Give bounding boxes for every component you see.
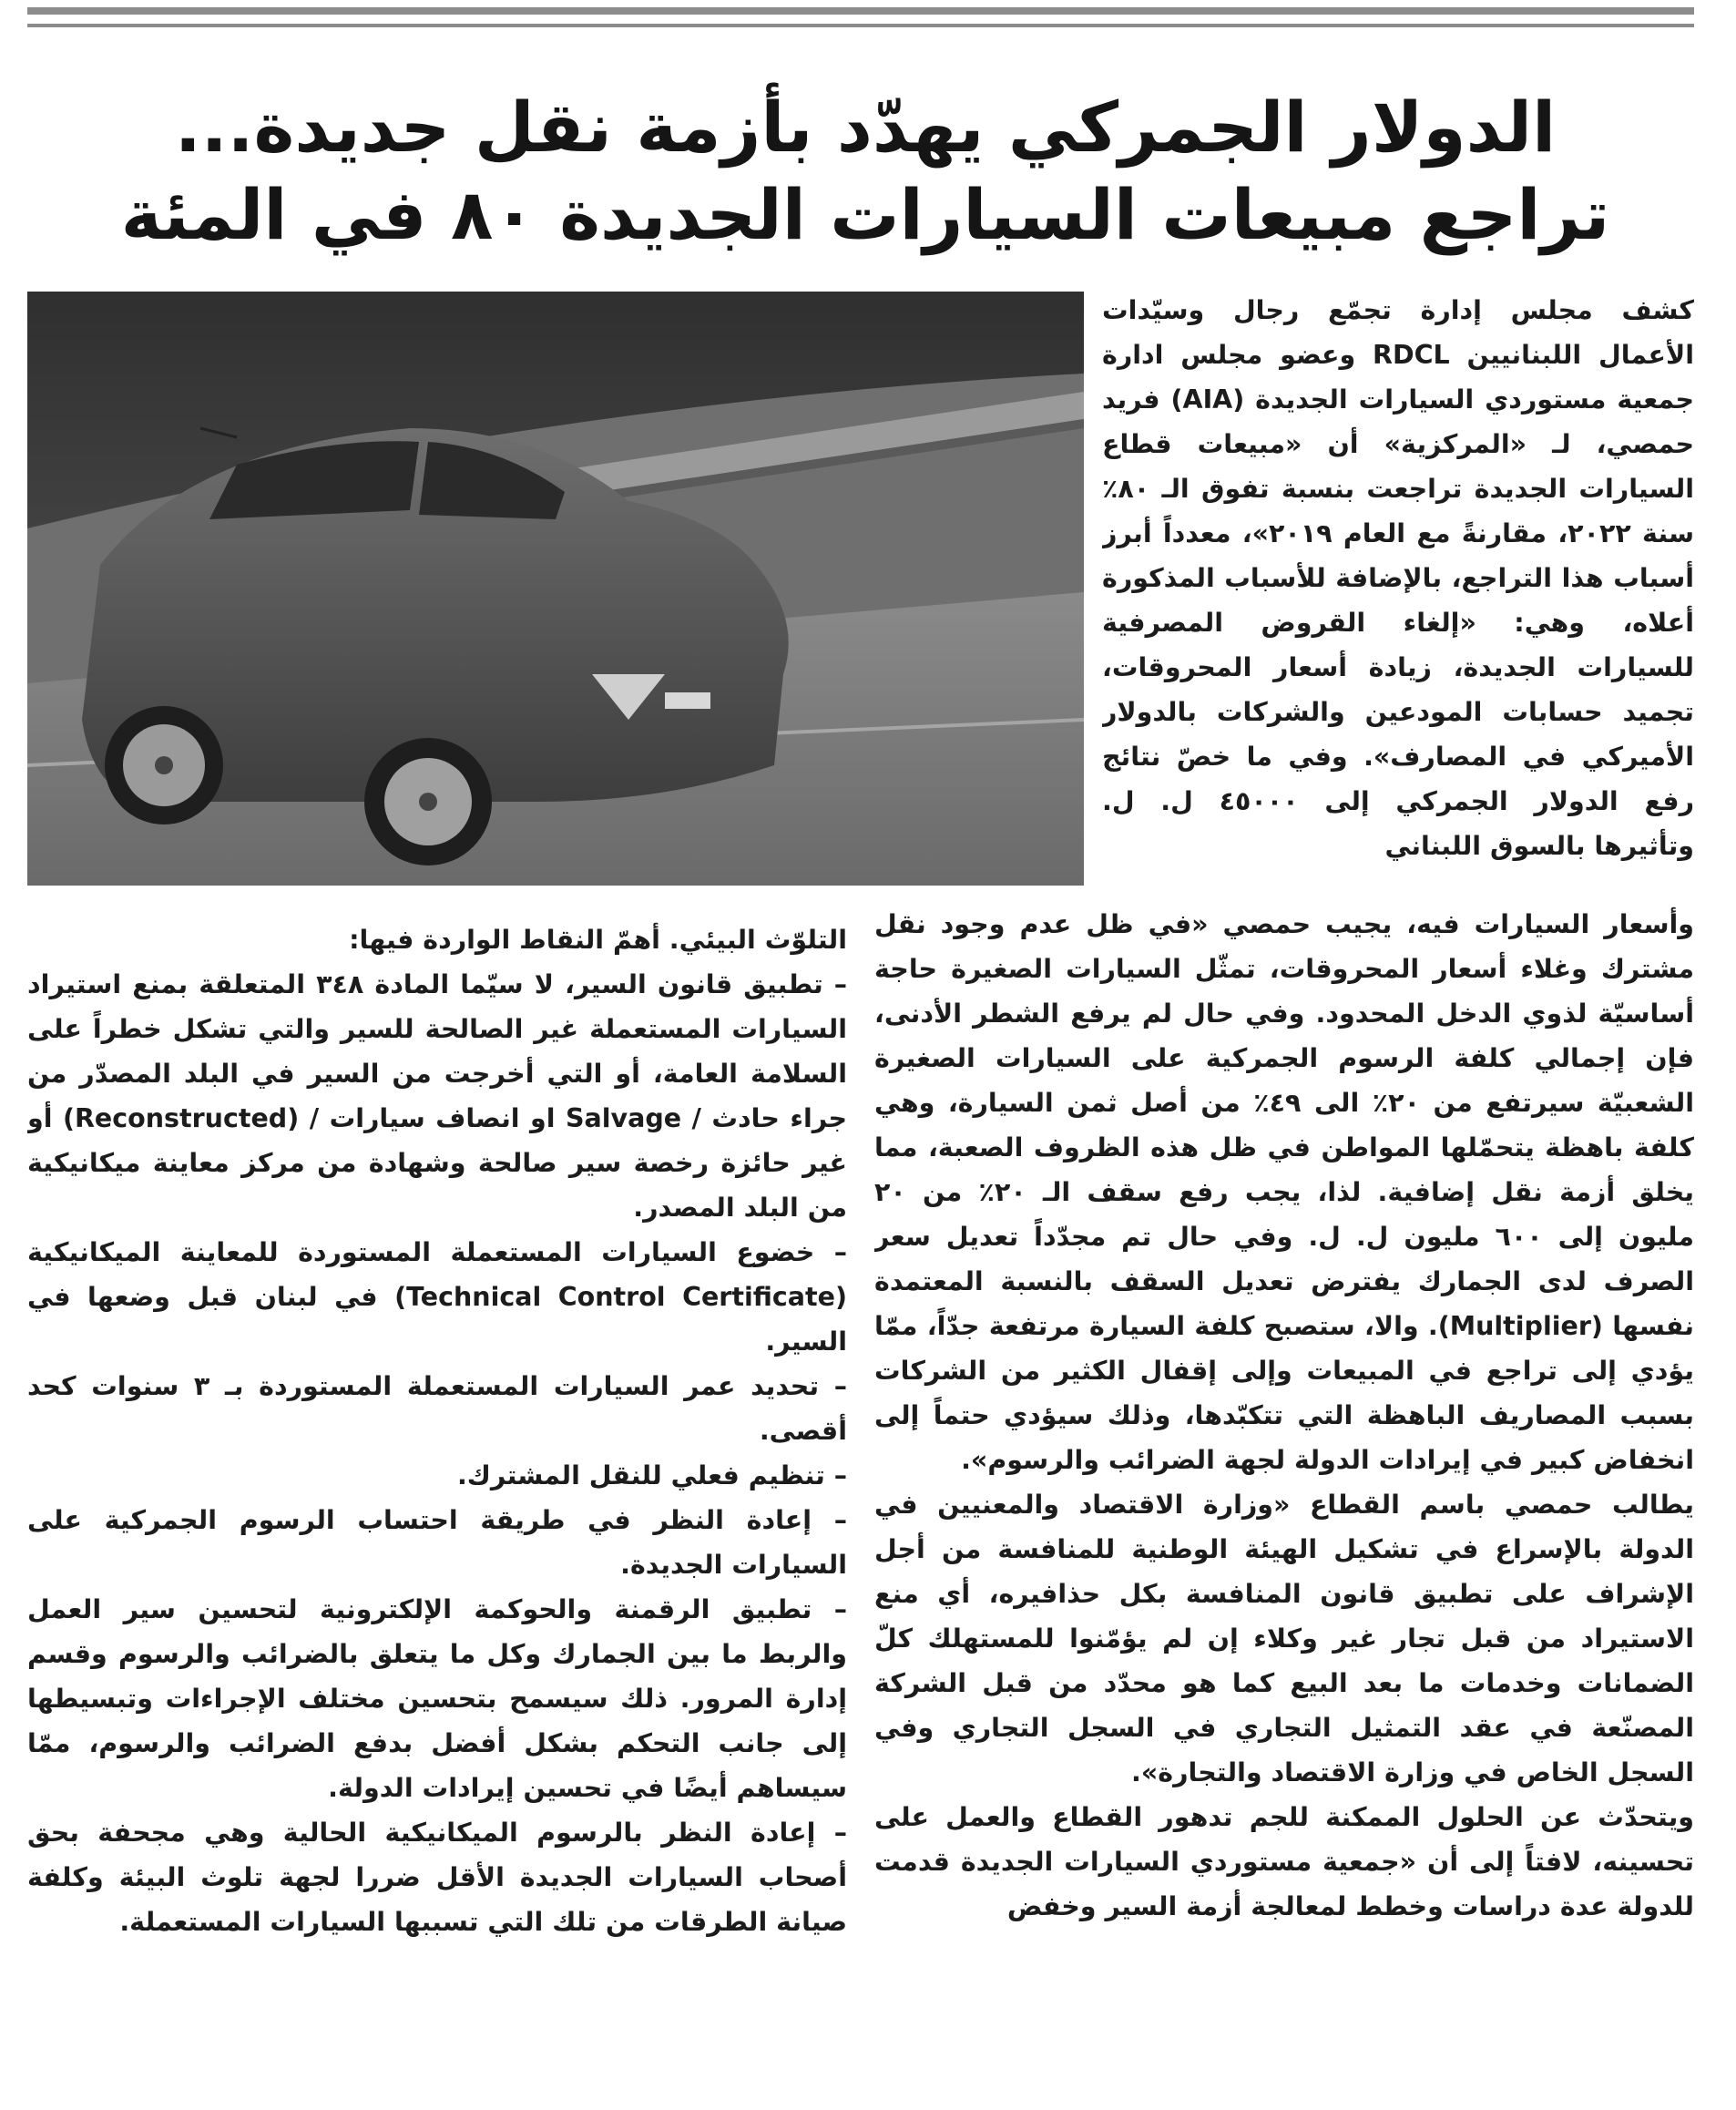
headline-line-2: تراجع مبيعات السيارات الجديدة ٨٠ في المئة [120,174,1610,255]
article-column-right-wide [874,902,1694,2105]
article-paragraph: وأسعار السيارات فيه، يجيب حمصي «في ظل عدم وجود نقل مشترك وغلاء أسعار المحروقات، تمثّل السيارات الصغيرة حاجة أساسيّة لذوي الدخل المحدود. وفي حال لم يرفع الشطر الأدنى، فإن إجمالي كلفة الرسوم الجمركية على السيارات الصغيرة الشعبيّة سيرتفع من ٢٠٪ الى ٤٩٪ من أصل ثمن السيارة، وهي كلفة باهظة يتحمّلها المواطن في ظل هذه الظروف الصعبة، مما يخلق أزمة نقل إضافية. لذا، يجب رفع سقف الـ ٢٠٪ من ٢٠ مليون إلى ٦٠٠ مليون ل. ل. وفي حال تم مجدّداً تعديل سعر الصرف لدى الجمارك يفترض تعديل السقف بالنسبة المعتمدة نفسها (Multiplier). والا، ستصبح كلفة السيارة مرتفعة جدّاً، ممّا يؤدي إلى تراجع في المبيعات وإلى إقفال الكثير من الشركات بسبب المصاريف الباهظة التي تتكبّدها، وذلك سيؤدي حتماً إلى انخفاض كبير في إيرادات الدولة لجهة الضرائب والرسوم». [874,909,1694,1475]
list-intro: التلوّث البيئي. أهمّ النقاط الواردة فيها: [349,925,847,955]
article-paragraph: يطالب حمصي باسم القطاع «وزارة الاقتصاد والمعنيين في الدولة بالإسراع في تشكيل الهيئة الوطنية للمنافسة من أجل الإشراف على تطبيق قانون المنافسة بكل حذافيره، أي منع الاستيراد من قبل تجار غير وكلاء إن لم يؤمّنوا للمستهلك كلّ الضمانات وخدمات ما بعد البيع كما هو محدّد من قبل الشركة المصنّعة في عقد التمثيل التجاري في السجل التجاري وفي السجل الخاص في وزارة الاقتصاد والتجارة». [874,1490,1694,1787]
list-item: – تطبيق قانون السير، لا سيّما المادة ٣٤٨ المتعلقة بمنع استيراد السيارات المستعملة غير الصالحة للسير والتي تشكل خطراً على السلامة العامة، أو التي أخرجت من السير في البلد المصدّر من جراء حادث / Salvage او انصاف سيارات / (Reconstructed) أو غير حائزة رخصة سير صالحة وشهادة من مركز معاينة ميكانيكية من البلد المصدر. [27,969,847,1223]
list-item: – خضوع السيارات المستعملة المستوردة للمعاينة الميكانيكية (Technical Control Certificate) في لبنان قبل وضعها في السير. [27,1237,847,1357]
top-rule-thick [27,7,1694,15]
article-column-right-top [1102,288,1694,903]
article-paragraph: كشف مجلس إدارة تجمّع رجال وسيّدات الأعمال اللبنانيين RDCL وعضو مجلس ادارة جمعية مستوردي السيارات الجديدة (AIA) فريد حمصي، لـ «المركزية» أن «مبيعات قطاع السيارات الجديدة تراجعت بنسبة تفوق الـ ٨٠٪ سنة ٢٠٢٢، مقارنةً مع العام ٢٠١٩»، معدداً أبرز أسباب هذا التراجع، بالإضافة للأسباب المذكورة أعلاه، وهي: «إلغاء القروض المصرفية للسيارات الجديدة، زيادة أسعار المحروقات، تجميد حسابات المودعين والشركات بالدولار الأميركي في المصارف». وفي ما خصّ نتائج رفع الدولار الجمركي إلى ٤٥٠٠٠ ل. ل. وتأثيرها بالسوق اللبناني [1102,295,1694,861]
car-photo [27,292,1084,886]
list-item: – إعادة النظر بالرسوم الميكانيكية الحالية وهي مجحفة بحق أصحاب السيارات الجديدة الأقل ضررا لجهة تلوث البيئة وكلفة صيانة الطرقات من تلك التي تسببها السيارات المستعملة. [27,1818,847,1937]
list-item: – تحديد عمر السيارات المستعملة المستوردة بـ ٣ سنوات كحد أقصى. [27,1371,847,1446]
article-column-left [27,917,847,2102]
list-item: – تطبيق الرقمنة والحوكمة الإلكترونية لتحسين سير العمل والربط ما بين الجمارك وكل ما يتعلق بالضرائب والرسوم وقسم إدارة المرور. ذلك سيسمح بتحسين مختلف الإجراءات وتبسيطها إلى جانب التحكم بشكل أفضل بدفع الضرائب والرسوم، ممّا سيساهم أيضًا في تحسين إيرادات الدولة. [27,1594,847,1803]
car-illustration [27,292,1084,886]
list-item: – إعادة النظر في طريقة احتساب الرسوم الجمركية على السيارات الجديدة. [27,1505,847,1580]
article-paragraph: ويتحدّث عن الحلول الممكنة للجم تدهور القطاع والعمل على تحسينه، لافتاً إلى أن «جمعية مستوردي السيارات الجديدة قدمت للدولة عدة دراسات وخطط لمعالجة أزمة السير وخفض [874,1802,1694,1921]
top-rule-thin [27,24,1694,27]
headline-line-1: الدولار الجمركي يهدّد بأزمة نقل جديدة... [174,87,1557,168]
list-item: – تنظيم فعلي للنقل المشترك. [456,1460,847,1490]
